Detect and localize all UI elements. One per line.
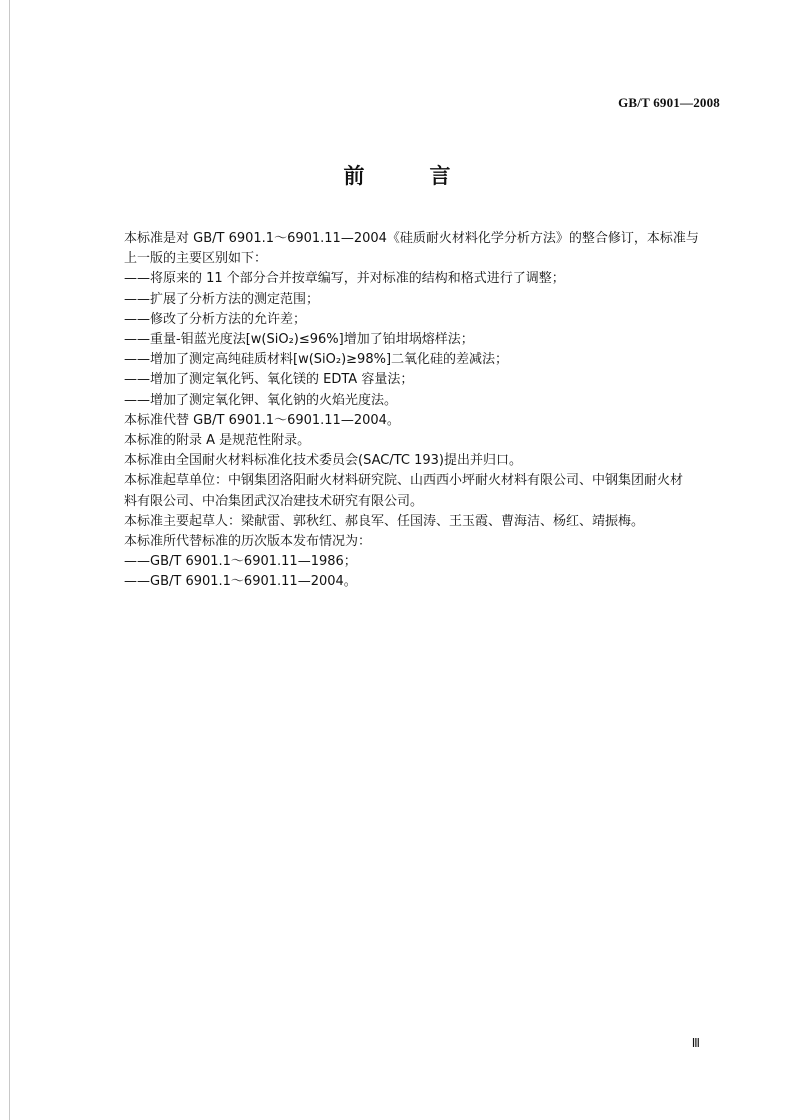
change-item: ——增加了测定氧化钙、氧化镁的 EDTA 容量法； (124, 372, 414, 388)
page-number: Ⅲ (691, 1036, 700, 1050)
history-item: ——GB/T 6901.1～6901.11—2004。 (124, 574, 357, 590)
paragraph-history: 本标准所代替标准的历次版本发布情况为： (124, 534, 372, 550)
change-item: ——扩展了分析方法的测定范围； (124, 291, 320, 307)
standard-number: GB/T 6901—2008 (618, 95, 720, 110)
change-item: ——修改了分析方法的允许差； (124, 311, 307, 327)
change-item: ——增加了测定高纯硅质材料[w(SiO₂)≥98%]二氧化硅的差减法； (124, 352, 509, 368)
paragraph-drafters: 本标准主要起草人：梁献雷、郭秋红、郝良军、任国涛、王玉霞、曹海洁、杨红、靖振梅。 (124, 513, 645, 529)
page-title: 前 言 (343, 164, 473, 188)
paragraph-annex: 本标准的附录 A 是规范性附录。 (124, 433, 311, 449)
change-item: ——重量-钼蓝光度法[w(SiO₂)≤96%]增加了铂坩埚熔样法； (124, 332, 474, 348)
paragraph-drafting-units-line1: 本标准起草单位：中钢集团洛阳耐火材料研究院、山西西小坪耐火材料有限公司、中钢集团耐火材 (124, 473, 684, 489)
paragraph-proposer: 本标准由全国耐火材料标准化技术委员会(SAC/TC 193)提出并归口。 (124, 453, 522, 469)
paragraph-intro-line2: 上一版的主要区别如下： (124, 251, 268, 267)
paragraph-replaces: 本标准代替 GB/T 6901.1～6901.11—2004。 (124, 412, 400, 428)
foreword-body (124, 229, 720, 593)
paragraph-drafting-units-line2: 料有限公司、中冶集团武汉冶建技术研究有限公司。 (124, 493, 424, 509)
history-item: ——GB/T 6901.1～6901.11—1986； (124, 554, 357, 570)
paragraph-intro-line1: 本标准是对 GB/T 6901.1～6901.11—2004《硅质耐火材料化学分析方法》的整合修订，本标准与 (124, 231, 699, 246)
change-item: ——将原来的 11 个部分合并按章编写，并对标准的结构和格式进行了调整； (124, 271, 565, 287)
change-item: ——增加了测定氧化钾、氧化钠的火焰光度法。 (124, 392, 398, 408)
